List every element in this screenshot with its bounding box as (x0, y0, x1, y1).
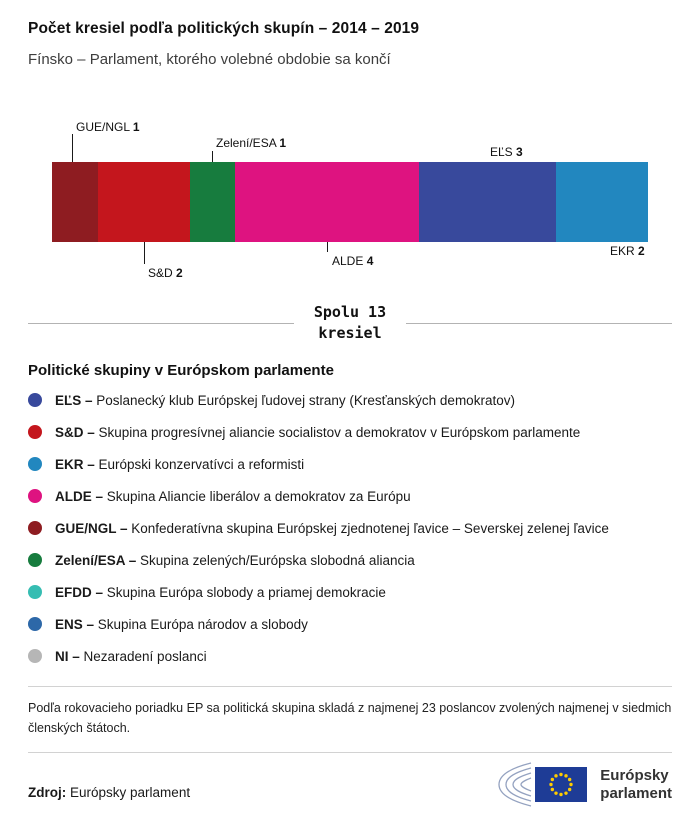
legend-description: Skupina zelených/Európska slobodná aliancia (140, 552, 415, 568)
label-connector-gue-ngl (72, 134, 73, 162)
segment-seat-count: 4 (366, 254, 374, 268)
legend-abbr: ALDE – (55, 488, 107, 504)
legend-label (55, 617, 308, 632)
segment-group-name: EĽS (490, 145, 517, 159)
segment-label-e-s (490, 145, 523, 159)
segment-group-name: Zelení/ESA (216, 136, 280, 150)
legend-dot-ekr (28, 457, 42, 471)
legend-item-alde (28, 480, 672, 512)
legend-description: Európski konzervatívci a reformisti (98, 456, 305, 472)
ep-logo-line2: parlament (600, 784, 672, 802)
legend-description: Poslanecký klub Európskej ľudovej strany (Kresťanských demokratov) (96, 392, 515, 408)
legend-abbr: Zelení/ESA – (55, 552, 141, 568)
total-line1: Spolu 13 (313, 303, 387, 321)
legend-label (55, 649, 207, 664)
bar-segment-zelen-esa (190, 162, 236, 242)
legend-item-gue-ngl (28, 512, 672, 544)
legend-abbr: S&D – (55, 424, 99, 440)
label-connector-alde (327, 242, 328, 252)
bar-segment-s-d (98, 162, 190, 242)
legend-label (55, 393, 515, 408)
seats-stacked-bar-chart (28, 118, 672, 286)
source-line (28, 785, 190, 808)
footnote-divider-bottom (28, 752, 672, 753)
legend-abbr: EKR – (55, 456, 99, 472)
legend-dot-gue-ngl (28, 521, 42, 535)
ep-logo-line1: Európsky (600, 767, 669, 785)
legend-description: Skupina Európa národov a slobody (97, 616, 308, 632)
legend-label (55, 585, 386, 600)
segment-label-ekr (610, 244, 645, 258)
segment-seat-count: 3 (516, 145, 523, 159)
legend-label (55, 425, 580, 440)
legend-label (55, 457, 304, 472)
label-connector-s-d (144, 242, 145, 264)
source-text: Európsky parlament (70, 785, 191, 800)
legend-item-zelen-esa (28, 544, 672, 576)
legend-list (28, 384, 672, 672)
legend-item-e-s (28, 384, 672, 416)
segment-label-zelen-esa (216, 136, 286, 150)
segment-group-name: GUE/NGL (76, 120, 133, 134)
ep-logo-text (600, 767, 672, 802)
total-line2: kresiel (318, 324, 382, 342)
legend-dot-alde (28, 489, 42, 503)
segment-seat-count: 2 (176, 266, 183, 280)
bar-segment-e-s (419, 162, 557, 242)
segment-label-gue-ngl (76, 120, 140, 134)
source-label: Zdroj: (28, 785, 67, 800)
legend-dot-efdd (28, 585, 42, 599)
legend-label (55, 521, 609, 536)
bar-segment-alde (235, 162, 418, 242)
legend-label (55, 489, 411, 504)
footnote: Podľa rokovacieho poriadku EP sa politická skupina skladá z najmenej 23 poslancov zvolených najmenej v siedmich členských štátoch. (28, 701, 672, 735)
legend-dot-ens (28, 617, 42, 631)
bar-segment-ekr (556, 162, 648, 242)
legend-abbr: EĽS – (55, 392, 97, 408)
legend-abbr: EFDD – (55, 584, 107, 600)
total-row (28, 302, 672, 344)
ep-logo (481, 761, 672, 808)
legend-item-ni (28, 640, 672, 672)
segment-seat-count: 1 (132, 120, 140, 134)
segment-group-name: EKR (610, 244, 639, 258)
segment-seat-count: 1 (279, 136, 287, 150)
legend-dot-zelen-esa (28, 553, 42, 567)
legend-description: Skupina progresívnej aliancie socialistov a demokratov v Európskom parlamente (98, 424, 581, 440)
footnote-divider-top (28, 686, 672, 687)
bar-segment-gue-ngl (52, 162, 98, 242)
legend-label (55, 553, 415, 568)
legend-description: Skupina Európa slobody a priamej demokracie (106, 584, 386, 600)
legend-abbr: GUE/NGL – (55, 520, 132, 536)
legend-description: Nezaradení poslanci (83, 648, 207, 664)
legend-heading: Politické skupiny v Európskom parlamente (28, 362, 334, 379)
page-subtitle: Fínsko – Parlament, ktorého volebné obdobie sa končí (28, 51, 391, 68)
legend-description: Skupina Aliancie liberálov a demokratov za Európu (106, 488, 411, 504)
segment-group-name: S&D (148, 266, 177, 280)
segment-seat-count: 2 (638, 244, 645, 258)
total-seats-label (314, 302, 386, 344)
segment-label-s-d (148, 266, 183, 280)
legend-item-ekr (28, 448, 672, 480)
legend-description: Konfederatívna skupina Európskej zjednotenej ľavice – Severskej zelenej ľavice (131, 520, 609, 536)
legend-dot-ni (28, 649, 42, 663)
total-rule-right (406, 323, 672, 324)
legend-abbr: NI – (55, 648, 84, 664)
total-rule-left (28, 323, 294, 324)
page-title: Počet kresiel podľa politických skupín – 2014 – 2019 (28, 20, 420, 37)
legend-abbr: ENS – (55, 616, 98, 632)
legend-dot-e-s (28, 393, 42, 407)
segment-label-alde (332, 254, 373, 268)
segment-group-name: ALDE (332, 254, 367, 268)
legend-item-s-d (28, 416, 672, 448)
label-connector-zelen-esa (212, 151, 213, 162)
source-row (28, 761, 672, 808)
legend-dot-s-d (28, 425, 42, 439)
legend-item-efdd (28, 576, 672, 608)
legend-item-ens (28, 608, 672, 640)
ep-logo-icon (481, 761, 593, 808)
